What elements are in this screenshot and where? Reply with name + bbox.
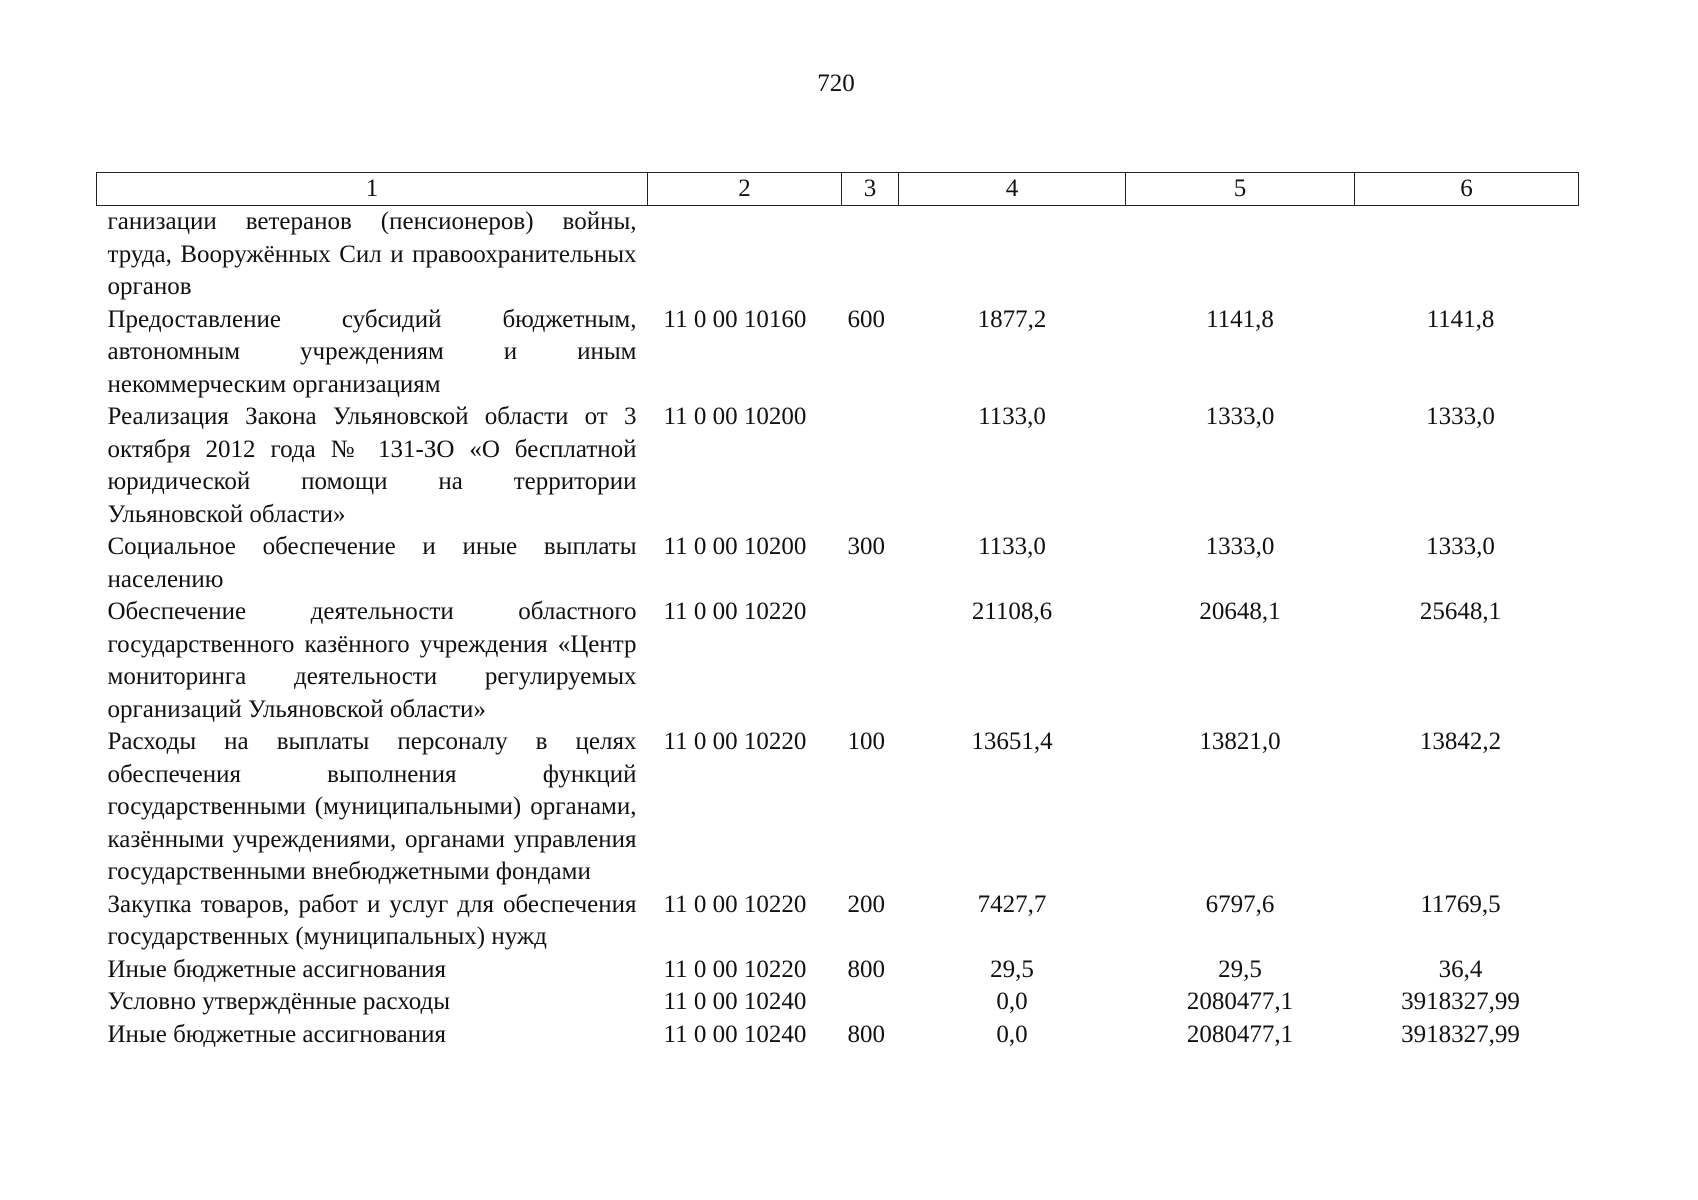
row-value-col4: 13651,4 bbox=[971, 728, 1053, 755]
row-value-col4: 29,5 bbox=[990, 955, 1034, 983]
row-value-col4: 0,0 bbox=[996, 988, 1028, 1015]
table-body bbox=[97, 206, 1579, 1052]
row-value-col5 bbox=[1126, 206, 1355, 304]
header-col-1: 1 bbox=[97, 173, 648, 206]
row-name: Расходы на выплаты персоналу в целях обеспечения выполнения функций государственными (муниципальными) органами, казёнными учреждениями, органами управления государственными внебюджетными фондами bbox=[107, 728, 637, 885]
budget-table-container bbox=[96, 172, 1578, 1051]
row-value-col4: 1133,0 bbox=[978, 533, 1046, 560]
table-row bbox=[97, 206, 1579, 304]
row-value-col4: 0,0 bbox=[996, 1020, 1028, 1048]
header-col-6: 6 bbox=[1355, 173, 1579, 206]
row-value-col6: 36,4 bbox=[1438, 955, 1483, 983]
row-value-col5: 20648,1 bbox=[1199, 598, 1281, 625]
row-code: 11 0 00 10160 bbox=[663, 305, 807, 333]
row-value-col6: 13842,2 bbox=[1419, 728, 1502, 755]
page-number: 720 bbox=[817, 70, 855, 97]
row-code: 11 0 00 10220 bbox=[663, 598, 807, 625]
row-expense-type: 200 bbox=[847, 890, 885, 918]
row-code: 11 0 00 10200 bbox=[663, 533, 807, 560]
row-expense-type: 300 bbox=[847, 533, 885, 560]
row-value-col6: 25648,1 bbox=[1419, 598, 1502, 625]
row-expense-type bbox=[842, 986, 899, 1019]
row-expense-type bbox=[842, 596, 899, 726]
row-code: 11 0 00 10240 bbox=[663, 1020, 807, 1048]
row-name: Закупка товаров, работ и услуг для обеспечения государственных (муниципальных) нужд bbox=[107, 890, 637, 950]
row-expense-type: 100 bbox=[847, 728, 885, 755]
header-col-4: 4 bbox=[899, 173, 1126, 206]
row-value-col5: 13821,0 bbox=[1199, 728, 1281, 755]
row-name: Социальное обеспечение и иные выплаты населению bbox=[107, 533, 637, 593]
row-value-col5: 1333,0 bbox=[1205, 403, 1275, 430]
row-code: 11 0 00 10220 bbox=[663, 890, 807, 918]
table-row bbox=[97, 596, 1579, 726]
budget-table bbox=[96, 172, 1579, 1051]
row-name: Условно утверждённые расходы bbox=[107, 988, 451, 1015]
table-row bbox=[97, 1019, 1579, 1052]
row-name: Иные бюджетные ассигнования bbox=[107, 1020, 447, 1048]
table-row bbox=[97, 986, 1579, 1019]
row-expense-type: 800 bbox=[847, 955, 885, 983]
row-value-col5: 29,5 bbox=[1218, 955, 1262, 983]
row-value-col4: 21108,6 bbox=[971, 598, 1053, 625]
row-code: 11 0 00 10240 bbox=[663, 988, 807, 1015]
row-value-col5: 6797,6 bbox=[1205, 890, 1275, 918]
row-value-col6: 3918327,99 bbox=[1401, 988, 1520, 1015]
table-row bbox=[97, 401, 1579, 531]
row-value-col6 bbox=[1355, 206, 1579, 304]
header-col-2: 2 bbox=[648, 173, 842, 206]
row-expense-type bbox=[842, 206, 899, 304]
row-value-col4: 7427,7 bbox=[977, 890, 1047, 918]
row-code: 11 0 00 10220 bbox=[663, 955, 807, 983]
row-code: 11 0 00 10200 bbox=[663, 403, 807, 430]
row-value-col5: 2080477,1 bbox=[1186, 988, 1294, 1015]
row-expense-type bbox=[842, 401, 899, 531]
table-row bbox=[97, 304, 1579, 402]
row-value-col4: 1877,2 bbox=[977, 305, 1047, 333]
row-code: 11 0 00 10220 bbox=[663, 728, 807, 755]
table-header bbox=[97, 173, 1579, 206]
row-value-col5: 1141,8 bbox=[1206, 305, 1274, 333]
row-value-col6: 1333,0 bbox=[1426, 533, 1495, 560]
row-name: Реализация Закона Ульяновской области от 3 октября 2012 года № 131-ЗО «О бесплатной юридической помощи на территории Ульяновской области» bbox=[107, 403, 637, 528]
table-row bbox=[97, 531, 1579, 596]
row-value-col4: 1133,0 bbox=[978, 403, 1046, 430]
header-col-5: 5 bbox=[1126, 173, 1355, 206]
row-name: Иные бюджетные ассигнования bbox=[107, 955, 447, 983]
row-value-col5: 1333,0 bbox=[1205, 533, 1275, 560]
row-name: Предоставление субсидий бюджетным, автономным учреждениям и иным некоммерческим организациям bbox=[107, 305, 637, 398]
header-col-3: 3 bbox=[842, 173, 899, 206]
row-value-col6: 3918327,99 bbox=[1401, 1020, 1520, 1048]
header-row bbox=[97, 173, 1579, 206]
row-name: Обеспечение деятельности областного государственного казённого учреждения «Центр мониторинга деятельности регулируемых организаций Ульяновской области» bbox=[107, 598, 637, 723]
row-value-col6: 1333,0 bbox=[1426, 403, 1495, 430]
row-value-col6: 11769,5 bbox=[1420, 890, 1501, 918]
table-row bbox=[97, 726, 1579, 889]
row-value-col6: 1141,8 bbox=[1426, 305, 1495, 333]
row-value-col5: 2080477,1 bbox=[1186, 1020, 1294, 1048]
row-value-col4 bbox=[899, 206, 1126, 304]
row-code bbox=[648, 206, 842, 304]
row-expense-type: 800 bbox=[847, 1020, 885, 1048]
table-row bbox=[97, 889, 1579, 954]
row-expense-type: 600 bbox=[847, 305, 885, 333]
row-name: ганизации ветеранов (пенсионеров) войны, труда, Вооружённых Сил и правоохранительных органов bbox=[107, 208, 637, 300]
table-row bbox=[97, 954, 1579, 987]
